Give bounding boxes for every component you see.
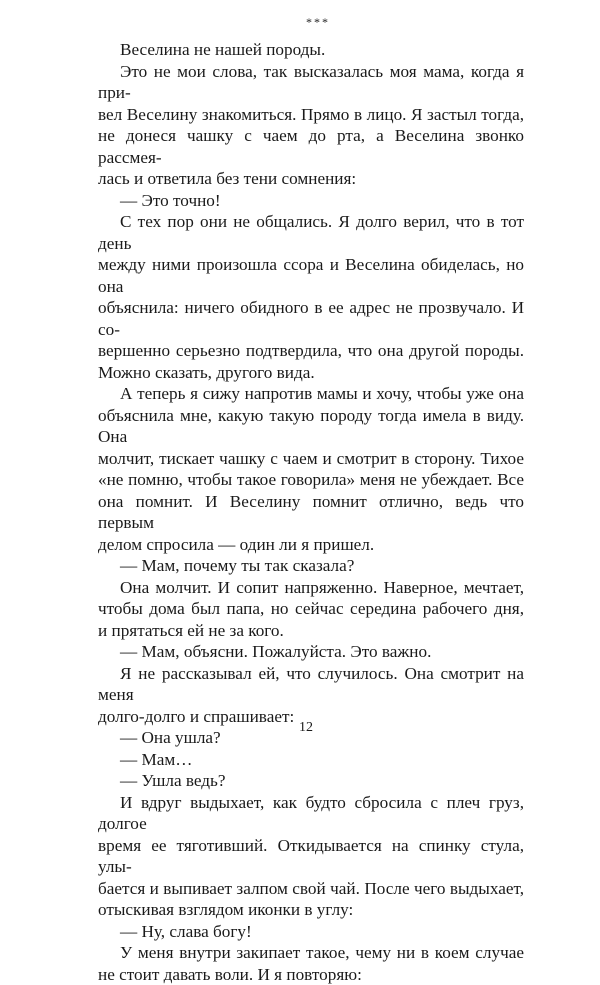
text-line-content: Это не мои слова, так высказалась моя мама, когда я при- bbox=[98, 62, 524, 103]
text-line bbox=[98, 663, 524, 706]
text-line: делом спросила — один ли я пришел. bbox=[98, 534, 524, 556]
text-line bbox=[98, 577, 524, 599]
text-line: чтобы дома был папа, но сейчас середина рабочего дня, bbox=[98, 598, 524, 620]
text-line-content: У меня внутри закипает такое, чему ни в коем случае bbox=[120, 943, 524, 962]
text-line bbox=[98, 921, 524, 943]
paragraph bbox=[98, 792, 524, 921]
text-line: не донеся чашку с чаем до рта, а Веселина звонко рассмея- bbox=[98, 125, 524, 168]
text-line: «не помню, чтобы такое говорила» меня не убеждает. Все bbox=[98, 469, 524, 491]
paragraph bbox=[98, 39, 524, 61]
text-line: объяснила мне, какую такую породу тогда имела в виду. Она bbox=[98, 405, 524, 448]
text-line-content: — Мам, объясни. Пожалуйста. Это важно. bbox=[120, 642, 431, 661]
text-line: не стоит давать воли. И я повторяю: bbox=[98, 964, 524, 985]
text-line: долго-долго и спрашивает: bbox=[98, 706, 524, 728]
text-line bbox=[98, 770, 524, 792]
text-line bbox=[98, 39, 524, 61]
body-text bbox=[98, 39, 524, 985]
text-line-content: — Мам, почему ты так сказала? bbox=[120, 556, 354, 575]
paragraph bbox=[98, 921, 524, 943]
text-line bbox=[98, 211, 524, 254]
paragraph bbox=[98, 383, 524, 555]
text-line bbox=[98, 383, 524, 405]
paragraph bbox=[98, 942, 524, 985]
text-line bbox=[98, 792, 524, 835]
section-separator: *** bbox=[98, 16, 524, 28]
text-line: и прятаться ей не за кого. bbox=[98, 620, 524, 642]
text-line-content: — Она ушла? bbox=[120, 728, 221, 747]
paragraph bbox=[98, 211, 524, 383]
text-line: Можно сказать, другого вида. bbox=[98, 362, 524, 384]
text-line: время ее тяготивший. Откидывается на спинку стула, улы- bbox=[98, 835, 524, 878]
paragraph bbox=[98, 663, 524, 728]
text-line-content: — Мам… bbox=[120, 750, 192, 769]
text-line-content: — Это точно! bbox=[120, 191, 221, 210]
paragraph bbox=[98, 749, 524, 771]
text-line-content: С тех пор они не общались. Я долго верил, что в тот день bbox=[98, 212, 524, 253]
paragraph bbox=[98, 641, 524, 663]
text-line: вершенно серьезно подтвердила, что она другой породы. bbox=[98, 340, 524, 362]
paragraph bbox=[98, 577, 524, 642]
paragraph bbox=[98, 61, 524, 190]
text-line: молчит, тискает чашку с чаем и смотрит в сторону. Тихое bbox=[98, 448, 524, 470]
text-line-content: — Ну, слава богу! bbox=[120, 922, 252, 941]
text-line: лась и ответила без тени сомнения: bbox=[98, 168, 524, 190]
page-number: 12 bbox=[0, 720, 600, 736]
text-line-content: Она молчит. И сопит напряженно. Наверное, мечтает, bbox=[120, 578, 524, 597]
paragraph bbox=[98, 190, 524, 212]
text-line-content: — Ушла ведь? bbox=[120, 771, 226, 790]
text-line: отыскивая взглядом иконки в углу: bbox=[98, 899, 524, 921]
text-line bbox=[98, 190, 524, 212]
text-line bbox=[98, 555, 524, 577]
text-line-content: И вдруг выдыхает, как будто сбросила с плеч груз, долгое bbox=[98, 793, 524, 834]
text-line-content: Я не рассказывал ей, что случилось. Она смотрит на меня bbox=[98, 664, 524, 705]
text-line-content: Веселина не нашей породы. bbox=[120, 40, 325, 59]
text-line bbox=[98, 942, 524, 964]
text-line-content: А теперь я сижу напротив мамы и хочу, чтобы уже она bbox=[120, 384, 524, 403]
text-line: бается и выпивает залпом свой чай. После чего выдыхает, bbox=[98, 878, 524, 900]
text-line bbox=[98, 641, 524, 663]
text-line: объяснила: ничего обидного в ее адрес не прозвучало. И со- bbox=[98, 297, 524, 340]
text-line: между ними произошла ссора и Веселина обиделась, но она bbox=[98, 254, 524, 297]
paragraph bbox=[98, 555, 524, 577]
text-line bbox=[98, 61, 524, 104]
paragraph bbox=[98, 770, 524, 792]
text-line: вел Веселину знакомиться. Прямо в лицо. Я застыл тогда, bbox=[98, 104, 524, 126]
text-line bbox=[98, 749, 524, 771]
text-line: она помнит. И Веселину помнит отлично, ведь что первым bbox=[98, 491, 524, 534]
